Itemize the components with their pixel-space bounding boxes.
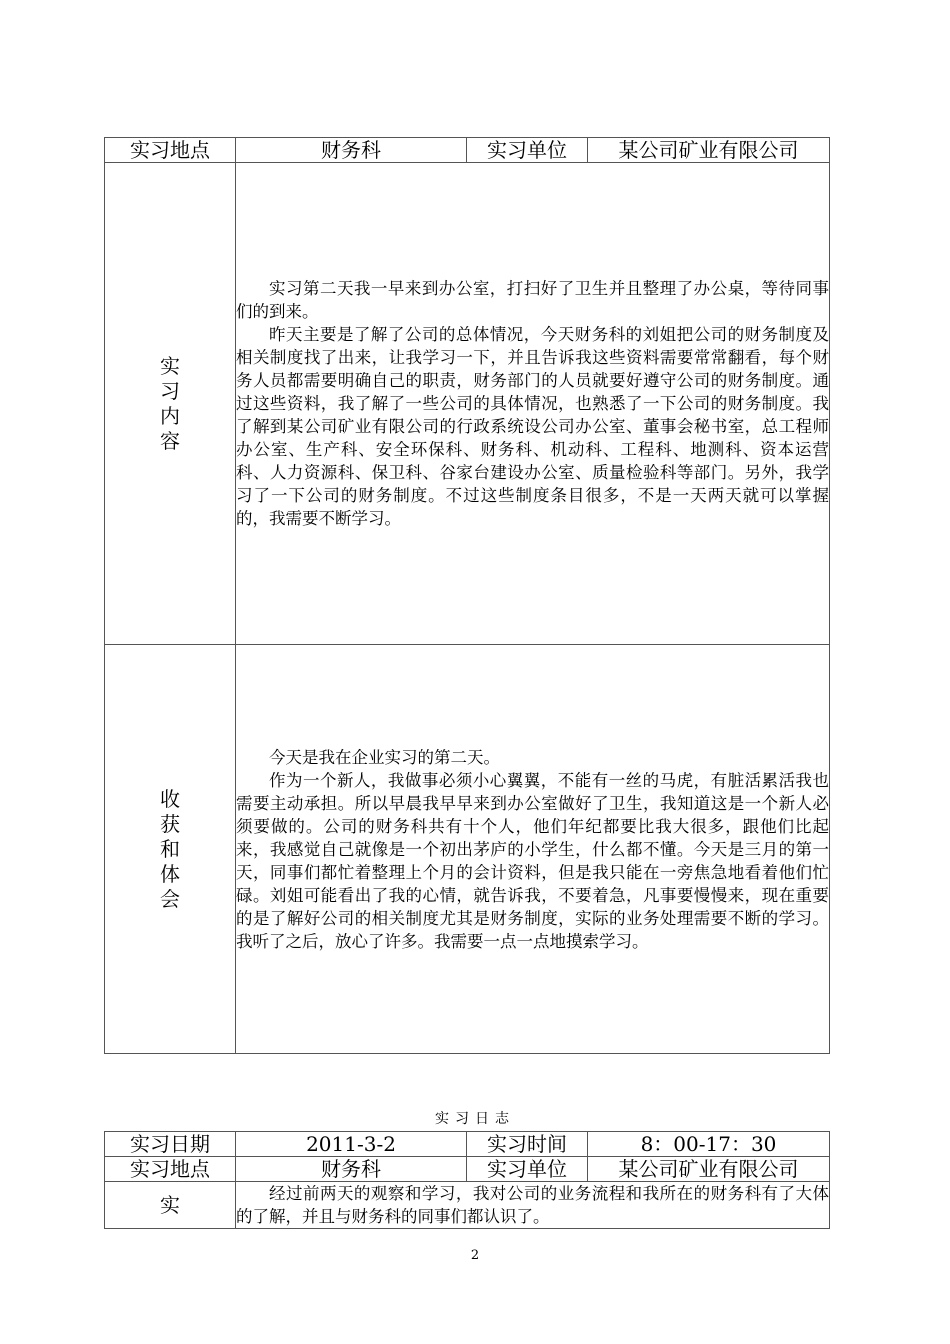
date-value: 2011-3-2 bbox=[236, 1132, 467, 1157]
content-text-cell bbox=[236, 1182, 830, 1229]
harvest-label: 收获和体会 bbox=[160, 786, 180, 911]
content-row bbox=[105, 163, 830, 645]
date-row bbox=[105, 1132, 830, 1157]
unit-label: 实习单位 bbox=[467, 1157, 588, 1182]
unit-value: 某公司矿业有限公司 bbox=[588, 138, 830, 163]
date-label: 实习日期 bbox=[105, 1132, 236, 1157]
harvest-paragraph-2: 作为一个新人，我做事必须小心翼翼，不能有一丝的马虎，有脏活累活我也需要主动承担。所以早晨我早早来到办公室做好了卫生，我知道这是一个新人必须要做的。公司的财务科共有十个人，他们年纪都要比我大很多，跟他们比起来，我感觉自己就像是一个初出茅庐的小学生，什么都不懂。今天是三月的第一天，同事们都忙着整理上个月的会计资料，但是我只能在一旁焦急地看着他们忙碌。刘姐可能看出了我的心情，就告诉我，不要着急，凡事要慢慢来，现在重要的是了解好公司的相关制度尤其是财务制度，实际的业务处理需要不断的学习。我听了之后，放心了许多。我需要一点一点地摸索学习。 bbox=[236, 770, 829, 951]
location-row bbox=[105, 1157, 830, 1182]
unit-value: 某公司矿业有限公司 bbox=[588, 1157, 830, 1182]
log-table-day3 bbox=[104, 1131, 830, 1229]
content-text-cell bbox=[236, 163, 830, 645]
harvest-row bbox=[105, 645, 830, 1054]
content-label-cell bbox=[105, 163, 236, 645]
location-value: 财务科 bbox=[236, 1157, 467, 1182]
time-value: 8：00-17：30 bbox=[588, 1132, 830, 1157]
log-caption: 实习日志 bbox=[435, 1111, 515, 1127]
harvest-label-cell bbox=[105, 645, 236, 1054]
content-label: 实 bbox=[160, 1192, 180, 1217]
location-value: 财务科 bbox=[236, 138, 467, 163]
location-label: 实习地点 bbox=[105, 1157, 236, 1182]
unit-label: 实习单位 bbox=[467, 138, 588, 163]
location-row bbox=[105, 138, 830, 163]
content-paragraph-1: 经过前两天的观察和学习，我对公司的业务流程和我所在的财务科有了大体的了解，并且与财务科的同事们都认识了。 bbox=[236, 1184, 829, 1226]
content-label: 实习内容 bbox=[160, 353, 180, 453]
content-label-cell bbox=[105, 1182, 236, 1229]
content-paragraph-2: 昨天主要是了解了公司的总体情况，今天财务科的刘姐把公司的财务制度及相关制度找了出来，让我学习一下，并且告诉我这些资料需要常常翻看，每个财务人员都需要明确自己的职责，财务部门的人员就要好遵守公司的财务制度。通过这些资料，我了解了一些公司的具体情况，也熟悉了一下公司的财务制度。我了解到某公司矿业有限公司的行政系统设公司办公室、董事会秘书室，总工程师办公室、生产科、安全环保科、财务科、机动科、工程科、地测科、资本运营科、人力资源科、保卫科、谷家台建设办公室、质量检验科等部门。另外，我学习了一下公司的财务制度。不过这些制度条目很多，不是一天两天就可以掌握的，我需要不断学习。 bbox=[236, 325, 829, 528]
harvest-text-cell bbox=[236, 645, 830, 1054]
harvest-paragraph-1: 今天是我在企业实习的第二天。 bbox=[269, 747, 500, 767]
location-label: 实习地点 bbox=[105, 138, 236, 163]
log-table-day2 bbox=[104, 137, 830, 1054]
time-label: 实习时间 bbox=[467, 1132, 588, 1157]
content-row bbox=[105, 1182, 830, 1229]
content-paragraph-1: 实习第二天我一早来到办公室，打扫好了卫生并且整理了办公桌，等待同事们的到来。 bbox=[236, 279, 829, 321]
page-number: 2 bbox=[470, 1248, 480, 1263]
